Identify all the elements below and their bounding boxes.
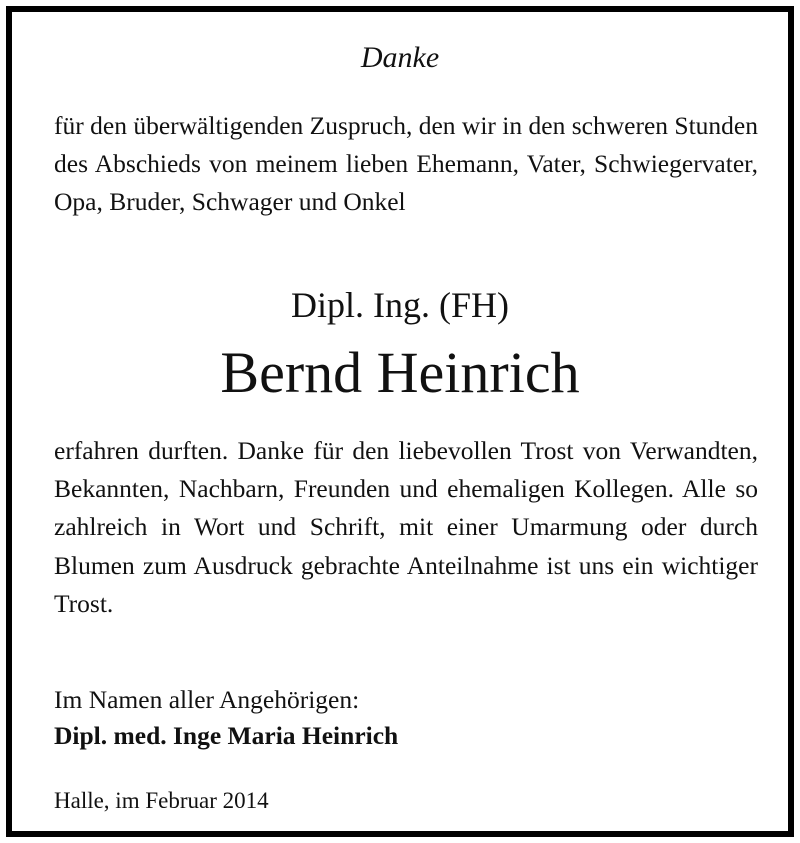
signer-name: Dipl. med. Inge Maria Heinrich	[54, 721, 399, 750]
thanks-paragraph: erfahren durften. Danke für den liebevollen Trost von Verwandten, Bekannten, Nachbarn, Freunden und ehemaligen Kollegen. Alle so zahlreich in Wort und Schrift, mit einer Umarmung oder durch Blumen zum Ausdruck gebrachte Anteilnahme ist uns ein wichtiger Trost.	[54, 436, 758, 618]
notice-heading: Danke	[360, 41, 440, 74]
deceased-title: Dipl. Ing. (FH)	[291, 285, 509, 325]
obituary-thanks-notice	[6, 6, 794, 837]
intro-paragraph: für den überwältigenden Zuspruch, den wir in den schweren Stunden des Abschieds von meinem lieben Ehemann, Vater, Schwiegervater, Opa, Bruder, Schwager und Onkel	[54, 111, 758, 217]
place-date: Halle, im Februar 2014	[54, 788, 269, 813]
closing-line: Im Namen aller Angehörigen:	[54, 685, 360, 714]
deceased-name: Bernd Heinrich	[220, 340, 580, 405]
